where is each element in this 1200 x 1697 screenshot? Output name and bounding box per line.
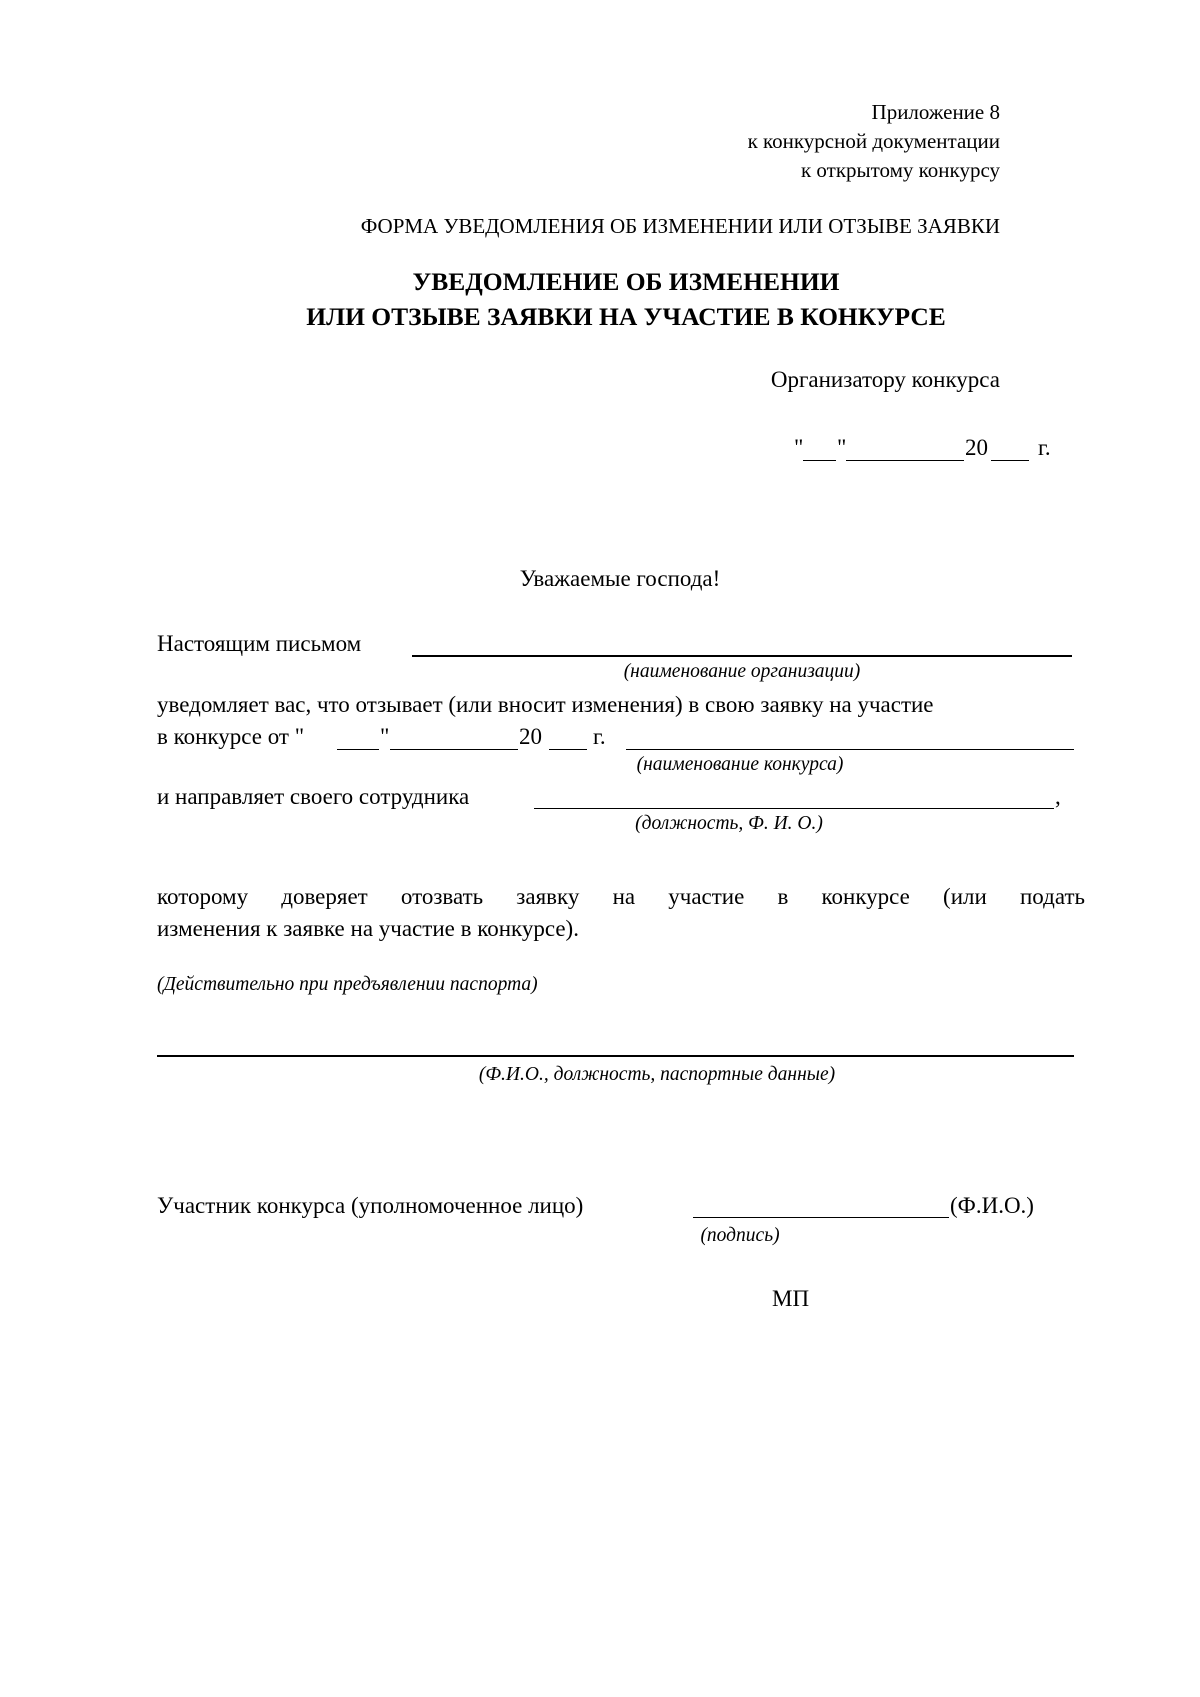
caption-contest: (наименование конкурса)	[636, 754, 844, 775]
trust-line2: изменения к заявке на участие в конкурсе).	[157, 916, 579, 941]
organization-name-blank[interactable]	[412, 655, 1072, 657]
contest-year-blank[interactable]	[549, 749, 587, 750]
appendix-contest-reference: к открытому конкурсу	[800, 158, 1000, 182]
addressee: Организатору конкурса	[770, 367, 1000, 392]
document-title-line1: УВЕДОМЛЕНИЕ ОБ ИЗМЕНЕНИИ	[412, 267, 840, 296]
contest-month-blank[interactable]	[390, 749, 518, 750]
passport-note: (Действительно при предъявлении паспорта)	[157, 974, 538, 995]
form-name: ФОРМА УВЕДОМЛЕНИЯ ОБ ИЗМЕНЕНИИ ИЛИ ОТЗЫВЕ ЗАЯВКИ	[360, 214, 1000, 238]
contest-from: в конкурсе от "	[157, 724, 305, 749]
date-quote-open: "	[794, 435, 804, 460]
trust-line1: которому доверяет отозвать заявку на участие в конкурсе (или подать	[157, 884, 1085, 909]
contest-year-suffix: г.	[593, 724, 606, 749]
employee-blank[interactable]	[534, 808, 1054, 809]
participant-fio: (Ф.И.О.)	[950, 1193, 1034, 1218]
letter-intro: Настоящим письмом	[157, 631, 362, 656]
contest-year-prefix: 20	[519, 724, 542, 749]
sends-employee: и направляет своего сотрудника	[157, 784, 470, 809]
contest-day-blank[interactable]	[337, 749, 379, 750]
date-year-blank[interactable]	[991, 460, 1029, 461]
greeting: Уважаемые господа!	[519, 566, 721, 591]
caption-signature: (подпись)	[700, 1225, 780, 1246]
caption-organization: (наименование организации)	[623, 661, 861, 682]
contest-quote-close: "	[380, 724, 390, 749]
date-month-blank[interactable]	[846, 460, 964, 461]
date-year-suffix: г.	[1038, 435, 1051, 460]
caption-passport: (Ф.И.О., должность, паспортные данные)	[478, 1064, 836, 1085]
document-title-line2: ИЛИ ОТЗЫВЕ ЗАЯВКИ НА УЧАСТИЕ В КОНКУРСЕ	[306, 302, 946, 331]
date-year-prefix: 20	[965, 435, 988, 460]
stamp-place: МП	[772, 1286, 810, 1311]
participant-label: Участник конкурса (уполномоченное лицо)	[157, 1193, 584, 1218]
passport-data-blank[interactable]	[157, 1055, 1074, 1057]
notify-line: уведомляет вас, что отзывает (или вносит изменения) в свою заявку на участие	[157, 692, 934, 717]
date-day-blank[interactable]	[803, 460, 836, 461]
caption-position: (должность, Ф. И. О.)	[635, 813, 823, 834]
contest-name-blank[interactable]	[626, 749, 1074, 750]
signature-blank[interactable]	[693, 1217, 949, 1218]
appendix-number: Приложение 8	[871, 100, 1000, 124]
date-quote-close: "	[837, 435, 847, 460]
appendix-doc-reference: к конкурсной документации	[747, 129, 1000, 153]
employee-comma: ,	[1055, 784, 1061, 809]
